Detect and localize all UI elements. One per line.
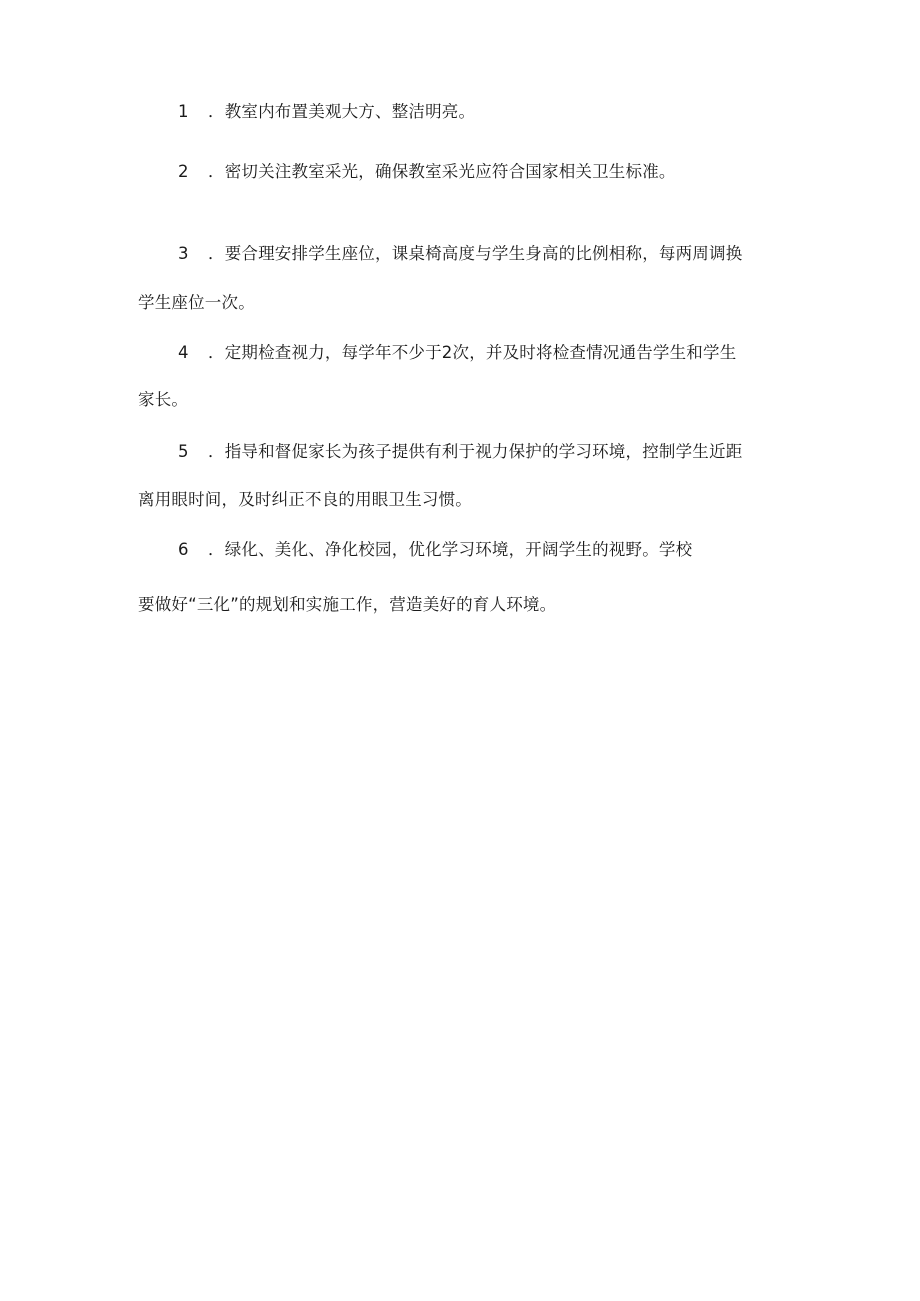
item-5-text: ．指导和督促家长为孩子提供有利于视力保护的学习环境，控制学生近距 — [208, 442, 743, 461]
item-2-number: 2 — [178, 162, 189, 181]
item-2-text: ．密切关注教室采光，确保教室采光应符合国家相关卫生标准。 — [208, 162, 676, 181]
item-5-continuation: 离用眼时间，及时纠正不良的用眼卫生习惯。 — [138, 490, 472, 509]
item-4-continuation: 家长。 — [138, 390, 189, 409]
item-5-first-line — [178, 441, 742, 463]
item-2-first-line — [178, 161, 676, 183]
item-1-first-line — [178, 101, 475, 123]
item-3-number: 3 — [178, 244, 189, 263]
item-3-text: ．要合理安排学生座位，课桌椅高度与学生身高的比例相称，每两周调换 — [208, 244, 743, 263]
item-6-continuation: 要做好“三化”的规划和实施工作，营造美好的育人环境。 — [138, 595, 557, 614]
item-3-first-line — [178, 243, 742, 265]
item-4-text: ．定期检查视力，每学年不少于2次，并及时将检查情况通告学生和学生 — [208, 343, 737, 362]
item-6-first-line — [178, 539, 692, 561]
item-4-first-line — [178, 342, 736, 364]
item-1-number: 1 — [178, 102, 189, 121]
item-1-text: ．教室内布置美观大方、整洁明亮。 — [208, 102, 476, 121]
item-4-number: 4 — [178, 343, 189, 362]
item-6-number: 6 — [178, 540, 189, 559]
item-5-number: 5 — [178, 442, 189, 461]
item-3-continuation: 学生座位一次。 — [138, 293, 255, 312]
item-6-text: ．绿化、美化、净化校园，优化学习环境，开阔学生的视野。学校 — [208, 540, 693, 559]
